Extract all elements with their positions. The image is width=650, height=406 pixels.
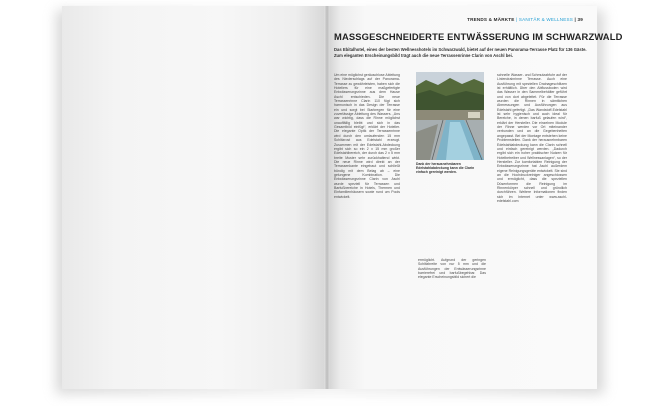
hotel-terrace-pool-photo	[416, 72, 484, 160]
article-column-1: Um eine möglichst geräuschlose Ableitung des Niederschlags auf der Panorama-Terrasse zu gewährleisten, haben sich die Hoteliers für eine maßgefertigte Entwässerungsrinne aus dem Hause Aschl entschieden. Die neue Terrassenrinne Clarin 110 fügt sich harmonisch in das Design der Terrasse ein und sorgt bei Starkregen für eine zuverlässige Ableitung des Wassers. „Uns war wichtig, dass die Rinne möglichst unauffällig bleibt und sich in das Gesamtbild einfügt“, erklärt der Hotelier. Die elegante Optik der Terrassenrinne wird durch den umlaufenden 15 mm Schlitzrost aus Edelstahl erzeugt. Zusammen mit der Edelstahl-Abdeckung ergibt sich so ein 2 x 15 mm großer Edelstahlbereich, der durch das 2 x 5 mm breite Muster sehr zurückhaltend wirkt. Die neue Rinne wird direkt an der Terrassenkante eingebaut und schließt bündig mit dem Belag ab – eine gelungene Kombination. Die Entwässerungsrinne Clarin von Aschl wurde speziell für Terrassen und Barfußbereiche in Hotels, Thermen und Einfamilienhäusern sowie rund um Pools entwickelt.	[334, 73, 400, 199]
article-lead: Das Ebitalhotel, eines der besten Wellnesshotels im Schwarzwald, bietet auf der neuen Panorama-Terrasse Platz für 136 Gäste. Zum eleganten Erscheinungsbild trägt auch die neue Terrassenrinne Clarin von Aschl bei.	[334, 47, 587, 58]
article-title: MASSGESCHNEIDERTE ENTWÄSSERUNG IM SCHWARZWALD	[334, 31, 623, 42]
page-number: 39	[577, 17, 583, 22]
header-section: TRENDS & MÄRKTE	[467, 17, 515, 22]
page-header: TRENDS & MÄRKTE | SANITÄR & WELLNESS | 39	[467, 17, 583, 22]
article-column-3: schnelle Wasser- und Schmutzabfuhr auf der Liniendrainrinne Terrasse. Auch eine Ausführung mit speziellen Drainageschlitzen ist erhältlich. Über den Abflussboden wird das Wasser in den Sammelbehälter geführt und von dort abgeleitet. Für die Terrasse wurden die Rinnen in sämtlichen Abmessungen und Ausführungen aus Edelstahl gefertigt. „Das Wandstoff-Edelstahl ist sehr hygienisch und auch ideal für Bereiche, in denen barfuß gelaufen wird“, erklärt der Hersteller. Die einzelnen Module der Rinne werden vor Ort miteinander verbunden und an die Gegebenheiten angepasst. Bei der Montage entstehen keine Problemstellen. Dank der herausnehmbaren Edelstahlabdeckung kann die Clarin schnell und einfach gereinigt werden. „Dadurch ergibt sich ein hoher praktischer Nutzen für Hotelbetreiber und Wellnessanlagen“, so der Hersteller. Zur komfortablen Reinigung der Entwässerungsrinne hat Aschl außerdem eigene Reinigungsgeräte entwickelt. Sie sind an die Hochdruckreiniger angeschlossen und ermöglicht, dass die speziellen Düsenformen die Reinigung im Rinnenkörper schnell und gründlich durchführen. Weitere Informationen finden sich im Internet unter www.aschl-edelstahl.com	[497, 73, 567, 203]
magazine-gutter	[324, 6, 330, 389]
header-subsection: SANITÄR & WELLNESS	[518, 17, 574, 22]
photo-caption: Dank der herausnehmbaren Edelstahlabdeckung kann die Clarin einfach gereinigt werden.	[416, 162, 475, 175]
left-page	[62, 6, 327, 389]
article-column-2: ermöglicht. Aufgrund der geringen Schlitzbreite von nur 5 mm und die Ausführungen der Entwässerungsrinne barrierefrei und barfußbegehbar. Das elegante Erscheinungsbild sichert die	[418, 258, 486, 280]
